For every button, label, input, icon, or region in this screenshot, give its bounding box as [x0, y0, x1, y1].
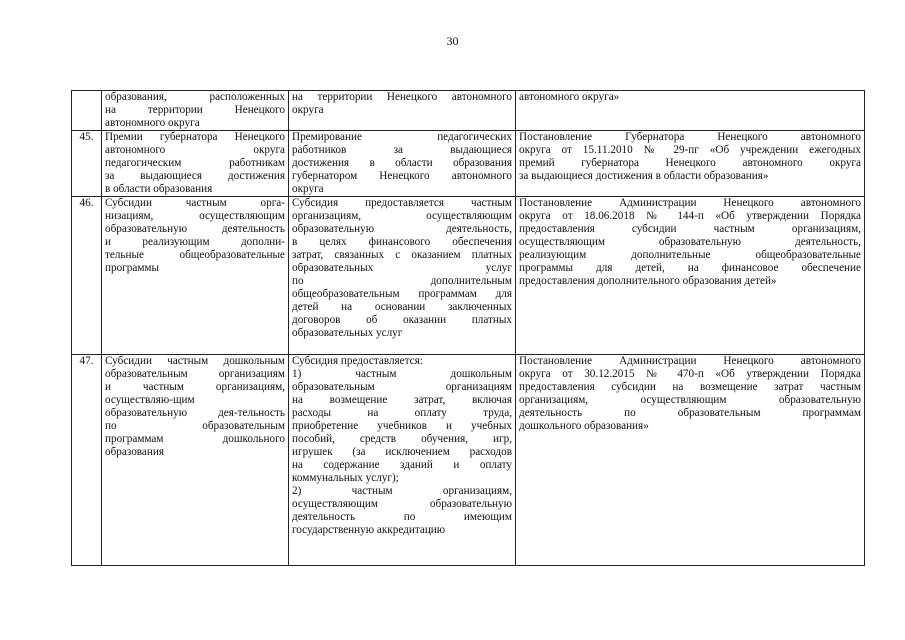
text-line: автономного округа: [105, 144, 285, 156]
text-line: образовательную деятельность,: [292, 223, 512, 235]
text-line: осуществляющим образовательную: [292, 498, 512, 510]
page-number: 30: [446, 34, 459, 48]
text-line: Субсидии частным дошкольным: [105, 355, 285, 367]
text-line: низациям, осуществляющим: [105, 210, 285, 222]
text-line: автономного округа: [105, 117, 200, 129]
text-line: реализующим дополнительные общеобразовательные: [519, 249, 861, 261]
text-line: предоставления дополнительного образования детей»: [519, 275, 777, 287]
text-line: 2) частным организациям,: [292, 485, 512, 497]
row-number-cell: 47.: [72, 355, 102, 566]
text-line: пособий, средств обучения, игр,: [292, 433, 512, 445]
text-line: организациям, осуществляющим образовательную: [519, 394, 861, 406]
text-line: осуществляющим образовательную деятельность,: [519, 236, 861, 248]
text-line: образовательным организациям: [105, 368, 285, 380]
text-line: в области образования: [105, 183, 213, 195]
text-line: организациям, осуществляющим: [292, 210, 512, 222]
text-line: деятельность по образовательным программам: [519, 407, 861, 419]
text-line: Постановление Губернатора Ненецкого автономного: [519, 131, 861, 143]
text-line: Постановление Администрации Ненецкого автономного: [519, 197, 861, 209]
text-line: Субсидия предоставляется:: [292, 355, 423, 367]
legal-act-cell: [516, 131, 865, 197]
name-cell: [102, 355, 289, 566]
text-line: образовательных услуг: [292, 327, 403, 339]
text-line: Премирование педагогических: [292, 131, 512, 143]
text-line: расходы на оплату труда,: [292, 407, 512, 419]
text-line: осуществляю-щим: [105, 394, 195, 406]
text-line: детей на основании заключенных: [292, 301, 512, 313]
text-line: на содержание зданий и оплату: [292, 459, 512, 471]
text-line: игрушек (за исключением расходов: [292, 446, 512, 458]
text-line: договоров об оказании платных: [292, 314, 512, 326]
description-cell: [289, 197, 516, 355]
text-line: предоставления субсидии на возмещение затрат частным: [519, 381, 861, 393]
text-line: работников за выдающиеся: [292, 144, 512, 156]
text-line: предоставления субсидии частным организациям,: [519, 223, 861, 235]
text-line: автономного округа»: [519, 91, 620, 103]
text-line: и реализующим дополни-: [105, 236, 285, 248]
text-line: и частным организациям,: [105, 381, 285, 393]
name-cell: [102, 197, 289, 355]
text-line: программам дошкольного: [105, 433, 285, 445]
text-line: на территории Ненецкого: [105, 104, 285, 116]
text-line: образовательную дея-тельность: [105, 407, 285, 419]
text-line: достижения в области образования: [292, 157, 512, 169]
text-line: тельные общеобразовательные: [105, 249, 285, 261]
table-row: [72, 355, 865, 566]
table-row: [72, 131, 865, 197]
text-line: Премии губернатора Ненецкого: [105, 131, 285, 143]
text-line: губернатором Ненецкого автономного: [292, 170, 512, 182]
text-line: округа: [292, 183, 324, 195]
text-line: образования: [105, 446, 165, 458]
row-number-cell: 45.: [72, 131, 102, 197]
legal-act-cell: [516, 197, 865, 355]
text-line: на территории Ненецкого автономного: [292, 91, 512, 103]
text-line: за выдающиеся достижения: [105, 170, 285, 182]
table-row: [72, 91, 865, 131]
text-line: округа от 30.12.2015 № 470-п «Об утверждении Порядка: [519, 368, 861, 380]
description-cell: [289, 355, 516, 566]
text-line: образовательную деятельность: [105, 223, 285, 235]
text-line: Постановление Администрации Ненецкого автономного: [519, 355, 861, 367]
text-line: государственную аккредитацию: [292, 524, 446, 536]
description-cell: [289, 131, 516, 197]
text-line: деятельность по имеющим: [292, 511, 512, 523]
text-line: образовательных услуг: [292, 262, 512, 274]
name-cell: [102, 91, 289, 131]
text-line: образования, расположенных: [105, 91, 285, 103]
text-line: округа от 15.11.2010 № 29-пг «Об учреждении ежегодных: [519, 144, 861, 156]
text-line: 1) частным дошкольным: [292, 368, 512, 380]
row-number-cell: [72, 91, 102, 131]
text-line: программы для детей, на финансовое обеспечение: [519, 262, 861, 274]
text-line: на возмещение затрат, включая: [292, 394, 512, 406]
text-line: образовательным организациям: [292, 381, 512, 393]
text-line: приобретение учебников и учебных: [292, 420, 512, 432]
description-cell: [289, 91, 516, 131]
text-line: педагогическим работникам: [105, 157, 285, 169]
text-line: за выдающиеся достижения в области образования»: [519, 170, 769, 182]
text-line: программы: [105, 262, 159, 274]
text-line: округа: [292, 104, 324, 116]
name-cell: [102, 131, 289, 197]
row-number-cell: 46.: [72, 197, 102, 355]
legal-act-cell: [516, 91, 865, 131]
text-line: премий губернатора Ненецкого автономного округа: [519, 157, 861, 169]
text-line: затрат, связанных с оказанием платных: [292, 249, 512, 261]
text-line: коммунальных услуг);: [292, 472, 399, 484]
text-line: по образовательным: [105, 420, 285, 432]
legal-act-cell: [516, 355, 865, 566]
text-line: в целях финансового обеспечения: [292, 236, 512, 248]
table-row: [72, 197, 865, 355]
text-line: Субсидии частным орга-: [105, 197, 285, 209]
text-line: округа от 18.06.2018 № 144-п «Об утверждении Порядка: [519, 210, 861, 222]
text-line: дошкольного образования»: [519, 420, 649, 432]
text-line: по дополнительным: [292, 275, 512, 287]
document-table: [71, 90, 865, 566]
text-line: Субсидия предоставляется частным: [292, 197, 512, 209]
text-line: общеобразовательным программам для: [292, 288, 512, 300]
